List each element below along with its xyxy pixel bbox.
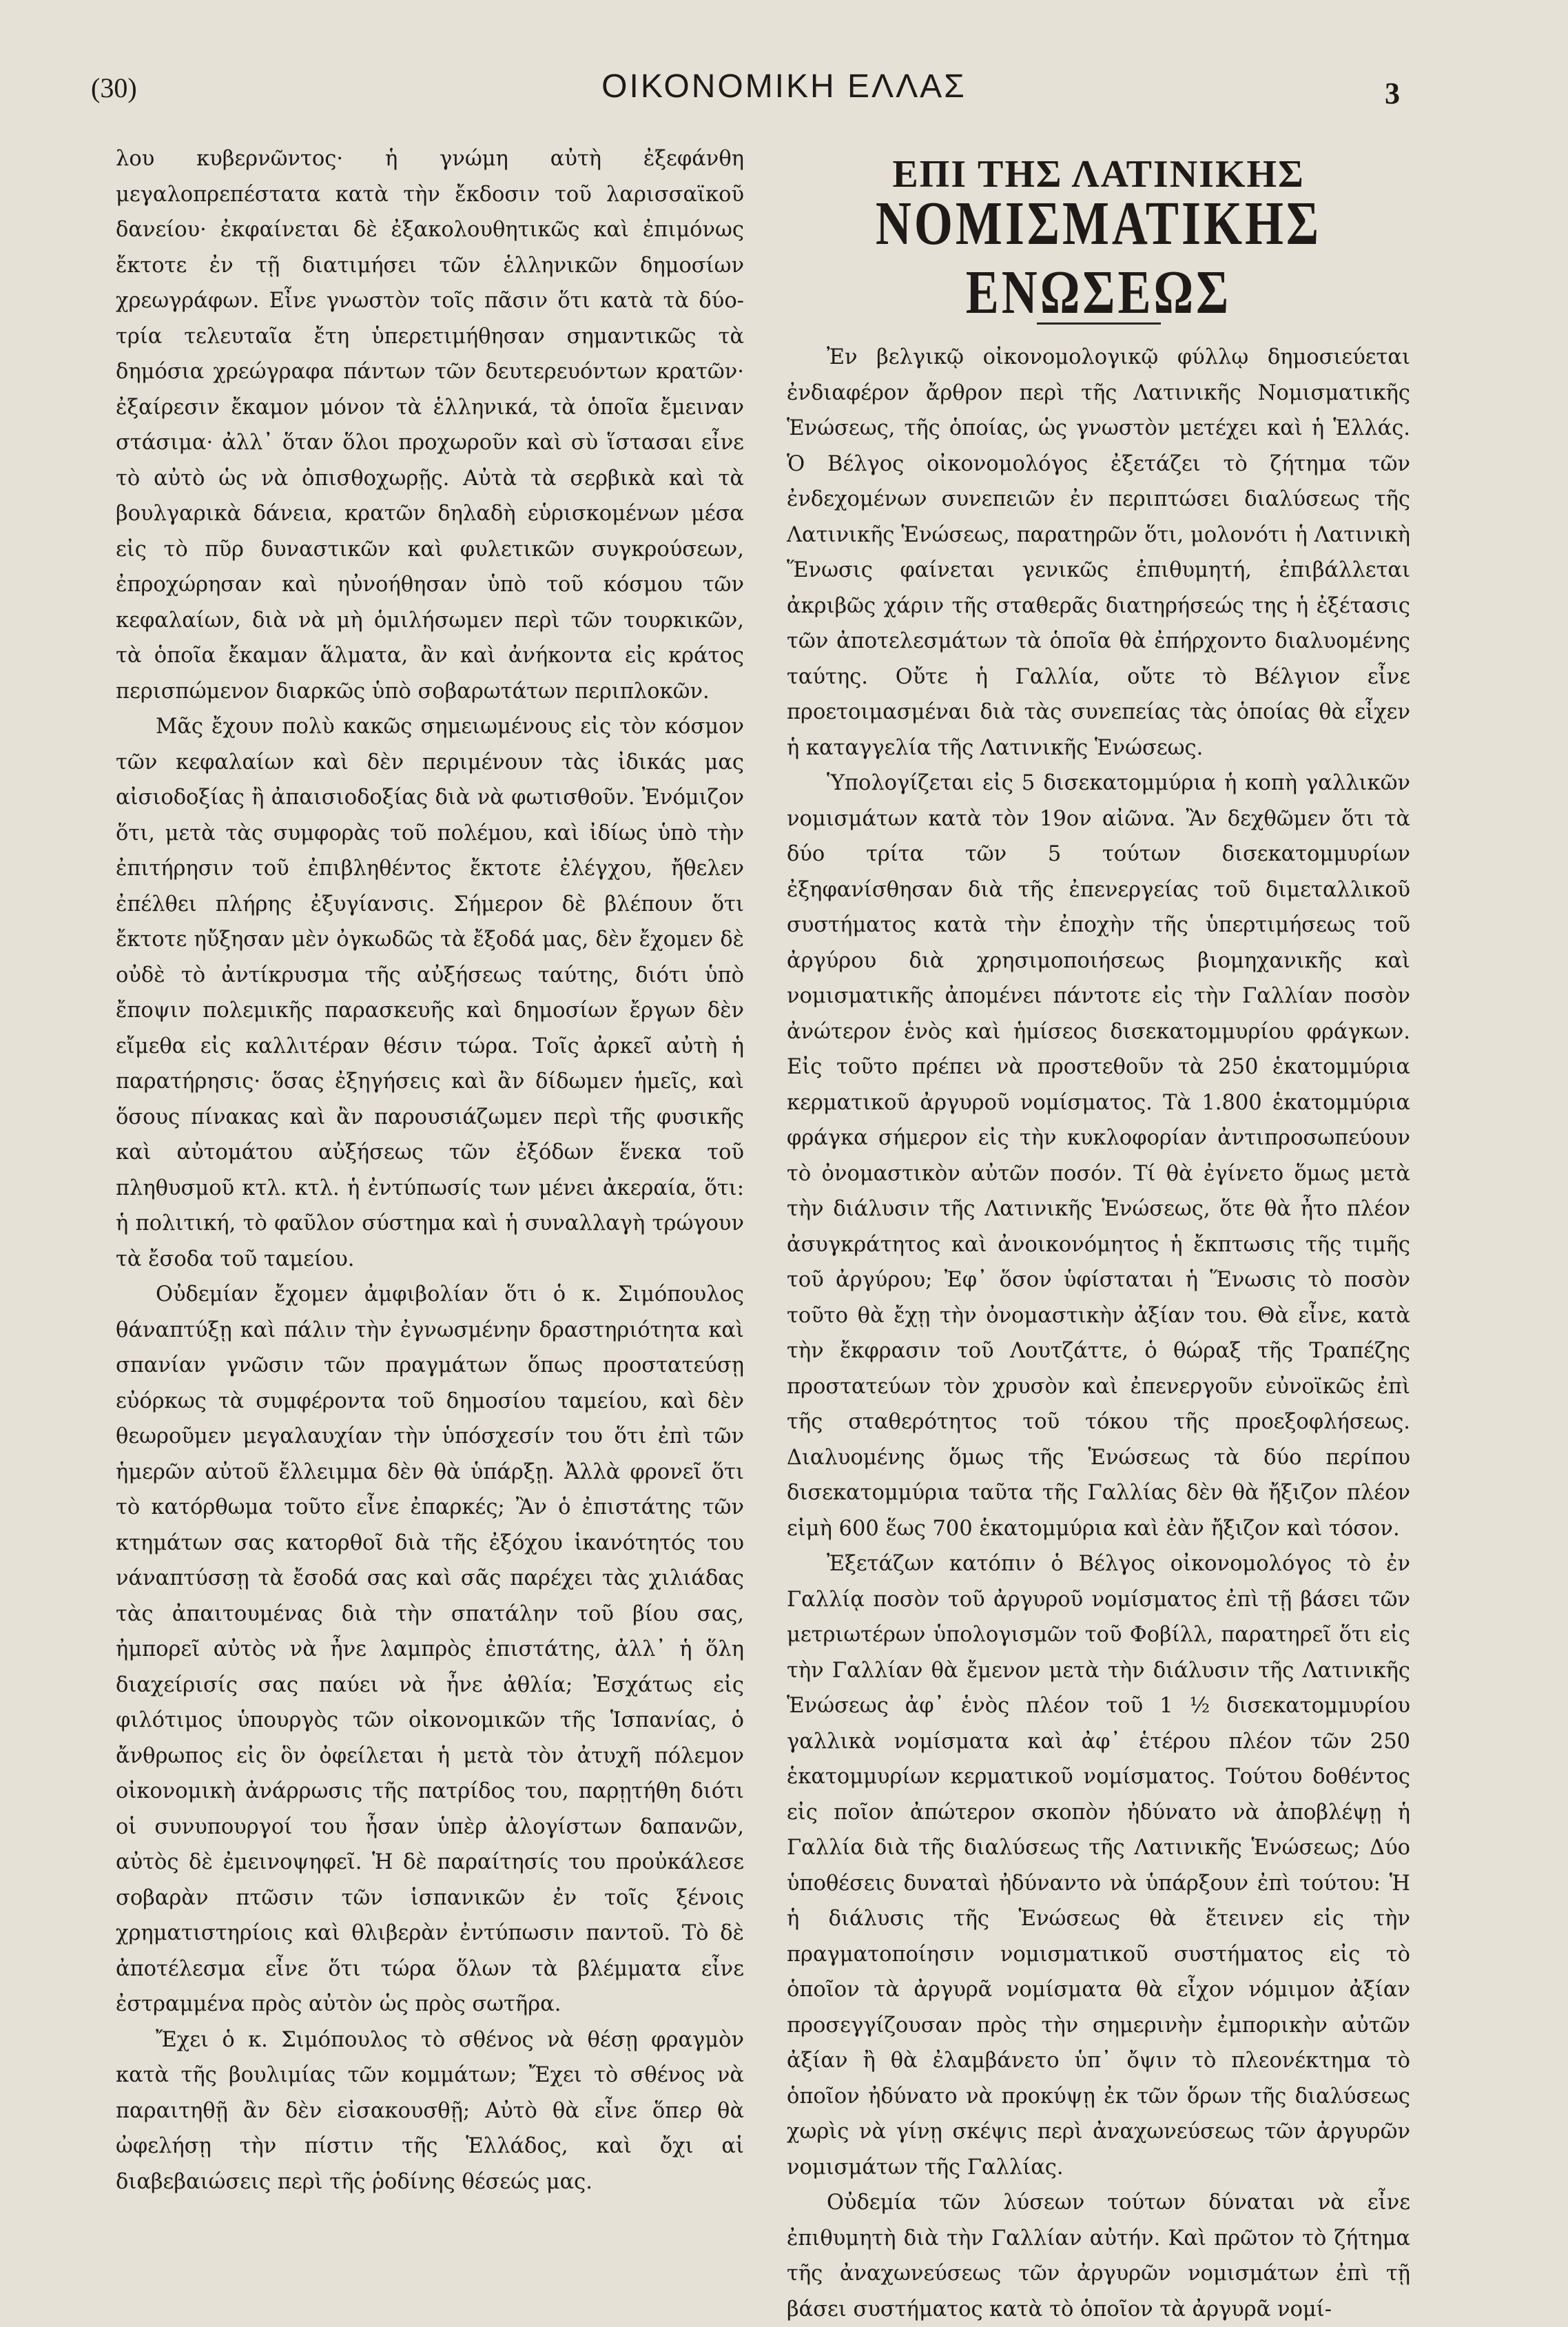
article-title: ΕΠΙ ΤΗΣ ΛΑΤΙΝΙΚΗΣ [892,153,1305,196]
article-subtitle: ΝΟΜΙΣΜΑΤΙΚΗΣ ΕΝΩΣΕΩΣ [875,189,1322,327]
publication-title: ΟΙΚΟΝΟΜΙΚΗ ΕΛΛΑΣ [601,68,967,105]
left-paragraph-4: Ἔχει ὁ κ. Σιμόπουλος τὸ σθένος νὰ θέσῃ φραγμὸν κατὰ τῆς βουλιμίας τῶν κομμάτων; Ἔχει τὸ σθένος νὰ παραιτηθῇ ἂν δὲν εἰσακουσθῇ; Αὐτὸ θὰ εἶνε ὅπερ θὰ ὠφελήσῃ τὴν πίστιν τῆς Ἑλλάδος, καὶ ὄχι αἱ διαβεβαιώσεις περὶ τῆς ῥοδίνης θέσεώς μας. [116,2027,744,2194]
left-paragraph-1: λου κυβερνῶντος· ἡ γνώμη αὐτὴ ἐξεφάνθη μεγαλοπρεπέστατα κατὰ τὴν ἔκδοσιν τοῦ λαρισσαϊκοῦ δανείου· ἐκφαίνεται δὲ ἐξακολουθητικῶς καὶ ἐπιμόνως ἔκτοτε ἐν τῇ διατιμήσει τῶν ἑλληνικῶν δημοσίων χρεωγράφων. Εἶνε γνωστὸν τοῖς πᾶσιν ὅτι κατὰ τὰ δύο-τρία τελευταῖα ἔτη ὑπερετιμήθησαν σημαντικῶς τὰ δημόσια χρεώγραφα πάντων τῶν δευτερευόντων κρατῶν· ἐξαίρεσιν ἔκαμον μόνον τὰ ἑλληνικά, τὰ ὁποῖα ἔμειναν στάσιμα· ἀλλ᾽ ὅταν ὅλοι προχωροῦν καὶ σὺ ἵστασαι εἶνε τὸ αὐτὸ ὡς νὰ ὀπισθοχωρῇς. Αὐτὰ τὰ σερβικὰ καὶ τὰ βουλγαρικὰ δάνεια, κρατῶν δηλαδὴ εὑρισκομένων μέσα εἰς τὸ πῦρ δυναστικῶν καὶ φυλετικῶν συγκρούσεων, ἐπροχώρησαν καὶ ηὐνοήθησαν ὑπὸ τοῦ κόσμου τῶν κεφαλαίων, διὰ νὰ μὴ ὁμιλήσωμεν περὶ τῶν τουρκικῶν, τὰ ὁποῖα ἔκαμαν ἅλματα, ἂν καὶ ἀνήκοντα εἰς κράτος περισπώμενον διαρκῶς ὑπὸ σοβαρωτάτων περιπλοκῶν. [116,147,744,704]
article-paragraph-3: Ἐξετάζων κατόπιν ὁ Βέλγος οἰκονομολόγος τὸ ἐν Γαλλίᾳ ποσὸν τοῦ ἀργυροῦ νομίσματος ἐπὶ τῇ βάσει τῶν μετριωτέρων ὑπολογισμῶν τοῦ Φοβίλλ, παρατηρεῖ ὅτι εἰς τὴν Γαλλίαν θὰ ἔμενον μετὰ τὴν διάλυσιν τῆς Λατινικῆς Ἑνώσεως ἀφ᾽ ἑνὸς πλέον τοῦ 1 ½ δισεκατομμυρίου γαλλικὰ νομίσματα καὶ ἀφ᾽ ἑτέρου πλέον τῶν 250 ἑκατομμυρίων κερματικοῦ νομίσματος. Τούτου δοθέντος εἰς ποῖον ἀπώτερον σκοπὸν ἠδύνατο νὰ ἀποβλέψῃ ἡ Γαλλία διὰ τῆς διαλύσεως τῆς Λατινικῆς Ἑνώσεως; Δύο ὑποθέσεις δυναταὶ ἠδύναντο νὰ ὑπάρξουν ἐπὶ τούτου: Ἡ ἡ διάλυσις τῆς Ἑνώσεως θὰ ἔτεινεν εἰς τὴν πραγματοποίησιν νομισματικοῦ συστήματος εἰς τὸ ὁποῖον τὰ ἀργυρᾶ νομίσματα θὰ εἶχον νόμιμον ἀξίαν προσεγγίζουσαν πρὸς τὴν σημερινὴν ἐμπορικὴν αὐτῶν ἀξίαν ἢ θὰ ἐλαμβάνετο ὑπ᾽ ὄψιν τὸ πλεονέκτημα τὸ ὁποῖον ἠδύνατο νὰ προκύψῃ ἐκ τῶν ὅρων τῆς διαλύσεως χωρὶς νὰ γίνῃ σκέψις περὶ ἀναχωνεύσεως τῶν ἀργυρῶν νομισμάτων τῆς Γαλλίας. [787,1552,1410,2180]
article-paragraph-4: Οὐδεμία τῶν λύσεων τούτων δύναται νὰ εἶνε ἐπιθυμητὴ διὰ τὴν Γαλλίαν αὐτήν. Καὶ πρῶτον τὸ ζήτημα τῆς ἀναχωνεύσεως τῶν ἀργυρῶν νομισμάτων ἐπὶ τῇ βάσει συστήματος κατὰ τὸ ὁποῖον τὰ ἀργυρᾶ νομί- [787,2191,1410,2321]
article-paragraph-2: Ὑπολογίζεται εἰς 5 δισεκατομμύρια ἡ κοπὴ γαλλικῶν νομισμάτων κατὰ τὸν 19ον αἰῶνα. Ἂν δεχθῶμεν ὅτι τὰ δύο τρίτα τῶν 5 τούτων δισεκατομμυρίων ἐξηφανίσθησαν διὰ τῆς ἐπενεργείας τοῦ διμεταλλικοῦ συστήματος κατὰ τὴν ἐποχὴν τῆς ὑπερτιμήσεως τοῦ ἀργύρου διὰ χρησιμοποιήσεως βιομηχανικῆς καὶ νομισματικῆς ἀπομένει πάντοτε εἰς τὴν Γαλλίαν ποσὸν ἀνώτερον ἑνὸς καὶ ἡμίσεος δισεκατομμυρίου φράγκων. Εἰς τοῦτο πρέπει νὰ προστεθοῦν τὰ 250 ἑκατομμύρια κερματικοῦ ἀργυροῦ νομίσματος. Τὰ 1.800 ἑκατομμύρια φράγκα σήμερον εἰς τὴν κυκλοφορίαν ἀντιπροσωπεύουν τὸ ὀνομαστικὸν αὐτῶν ποσόν. Τί θὰ ἐγίνετο ὅμως μετὰ τὴν διάλυσιν τῆς Λατινικῆς Ἑνώσεως, ὅτε θὰ ἦτο πλέον ἀσυγκράτητος καὶ ἀνοικονόμητος ἡ ἔκπτωσις τῆς τιμῆς τοῦ ἀργύρου; Ἐφ᾽ ὅσον ὑφίσταται ἡ Ἕνωσις τὸ ποσὸν τοῦτο θὰ ἔχῃ τὴν ὀνομαστικὴν ἀξίαν του. Θὰ εἶνε, κατὰ τὴν ἔκφρασιν τοῦ Λουτζάττε, ὁ θώραξ τῆς Τραπέζης προστατεύων τὸν χρυσὸν καὶ ἐπενεργοῦν εὐνοϊκῶς ἐπὶ τῆς σταθερότητος τοῦ τόκου τῆς προεξοφλήσεως. Διαλυομένης ὅμως τῆς Ἑνώσεως τὰ δύο περίπου δισεκατομμύρια ταῦτα τῆς Γαλλίας δὲν θὰ ἤξιζον πλέον εἰμὴ 600 ἕως 700 ἑκατομμύρια καὶ ἐὰν ἤξιζον καὶ τόσον. [787,771,1410,1541]
left-paragraph-3: Οὐδεμίαν ἔχομεν ἀμφιβολίαν ὅτι ὁ κ. Σιμόπουλος θάναπτύξῃ καὶ πάλιν τὴν ἐγνωσμένην δραστηριότητα καὶ σπανίαν γνῶσιν τῶν πραγμάτων ὅπως προστατεύσῃ εὐόρκως τὰ συμφέροντα τοῦ δημοσίου ταμείου, καὶ δὲν θεωροῦμεν μεγαλαυχίαν τὴν ὑπόσχεσίν του ὅτι ἐπὶ τῶν ἡμερῶν αὐτοῦ ἔλλειμμα δὲν θὰ ὑπάρξῃ. Ἀλλὰ φρονεῖ ὅτι τὸ κατόρθωμα τοῦτο εἶνε ἐπαρκές; Ἂν ὁ ἐπιστάτης τῶν κτημάτων σας κατορθοῖ διὰ τῆς ἐξόχου ἱκανότητός του νάναπτύσσῃ τὰ ἔσοδά σας καὶ σᾶς παρέχει τὰς χιλιάδας τὰς ἀπαιτουμένας διὰ τὴν σπατάλην τοῦ βίου σας, ἠμπορεῖ αὐτὸς νὰ ἦνε λαμπρὸς ἐπιστάτης, ἀλλ᾽ ἡ ὅλη διαχείρισίς σας παύει νὰ ἦνε ἀθλία; Ἐσχάτως εἰς φιλότιμος ὑπουργὸς τῶν οἰκονομικῶν τῆς Ἱσπανίας, ὁ ἄνθρωπος εἰς ὃν ὀφείλεται ἡ μετὰ τὸν ἀτυχῆ πόλεμον οἰκονομικὴ ἀνάρρωσις τῆς πατρίδος του, παρῃτήθη διότι οἱ συνυπουργοί του ἦσαν ὑπὲρ ἀλογίστων δαπανῶν, αὐτὸς δὲ ἐμεινοψηφεῖ. Ἡ δὲ παραίτησίς του προὐκάλεσε σοβαρὰν πτῶσιν τῶν ἱσπανικῶν ἐν τοῖς ξένοις χρηματιστηρίοις καὶ θλιβερὰν ἐντύπωσιν παντοῦ. Τὸ δὲ ἀποτέλεσμα εἶνε ὅτι τώρα ὅλων τὰ βλέμματα εἶνε ἐστραμμένα πρὸς αὐτὸν ὡς πρὸς σωτῆρα. [116,1282,744,2016]
left-column [116,141,744,2200]
left-paragraph-2: Μᾶς ἔχουν πολὺ κακῶς σημειωμένους εἰς τὸν κόσμον τῶν κεφαλαίων καὶ δὲν περιμένουν τὰς ἰδικάς μας αἰσιοδοξίας ἢ ἀπαισιοδοξίας διὰ νὰ φωτισθοῦν. Ἐνόμιζον ὅτι, μετὰ τὰς συμφορὰς τοῦ πολέμου, καὶ ἰδίως ὑπὸ τὴν ἐπιτήρησιν τοῦ ἐπιβληθέντος ἔκτοτε ἐλέγχου, ἤθελεν ἐπέλθει πλήρης ἐξυγίανσις. Σήμερον δὲ βλέπουν ὅτι ἔκτοτε ηὔξησαν μὲν ὀγκωδῶς τὰ ἔξοδά μας, δὲν ἔχομεν δὲ οὐδὲ τὸ ἀντίκρυσμα τῆς αὐξήσεως ταύτης, διότι ὑπὸ ἔποψιν πολεμικῆς παρασκευῆς καὶ δημοσίων ἔργων δὲν εἴμεθα εἰς καλλιτέραν θέσιν τώρα. Τοῖς ἀρκεῖ αὐτὴ ἡ παρατήρησις· ὅσας ἐξηγήσεις καὶ ἂν δίδωμεν ἡμεῖς, καὶ ὅσους πίνακας καὶ ἂν παρουσιάζωμεν περὶ τῆς φυσικῆς καὶ αὐτομάτου αὐξήσεως τῶν ἐξόδων ἕνεκα τοῦ πληθυσμοῦ κτλ. κτλ. ἡ ἐντύπωσίς των μένει ἀκεραία, ὅτι: ἡ πολιτική, τὸ φαῦλον σύστημα καὶ ἡ συναλλαγὴ τρώγουν τὰ ἔσοδα τοῦ ταμείου. [116,715,744,1271]
page-number-right: 3 [1385,76,1400,110]
article-column [787,152,1410,2327]
page-number-left: (30) [91,72,137,103]
article-paragraph-1: Ἐν βελγικῷ οἰκονομολογικῷ φύλλῳ δημοσιεύεται ἐνδιαφέρον ἄρθρον περὶ τῆς Λατινικῆς Νομισματικῆς Ἑνώσεως, τῆς ὁποίας, ὡς γνωστὸν μετέχει καὶ ἡ Ἑλλάς. Ὁ Βέλγος οἰκονομολόγος ἐξετάζει τὸ ζήτημα τῶν ἐνδεχομένων συνεπειῶν ἐν περιπτώσει διαλύσεως τῆς Λατινικῆς Ἑνώσεως, παρατηρῶν ὅτι, μολονότι ἡ Λατινικὴ Ἕνωσις φαίνεται γενικῶς ἐπιθυμητή, ἐπιβάλλεται ἀκριβῶς χάριν τῆς σταθερᾶς διατηρήσεώς της ἡ ἐξέτασις τῶν ἀποτελεσμάτων τὰ ὁποῖα θὰ ἐπήρχοντο διαλυομένης ταύτης. Οὔτε ἡ Γαλλία, οὔτε τὸ Βέλγιον εἶνε προετοιμασμέναι διὰ τὰς συνεπείας τὰς ὁποίας θὰ εἶχεν ἡ καταγγελία τῆς Λατινικῆς Ἑνώσεως. [787,345,1410,760]
